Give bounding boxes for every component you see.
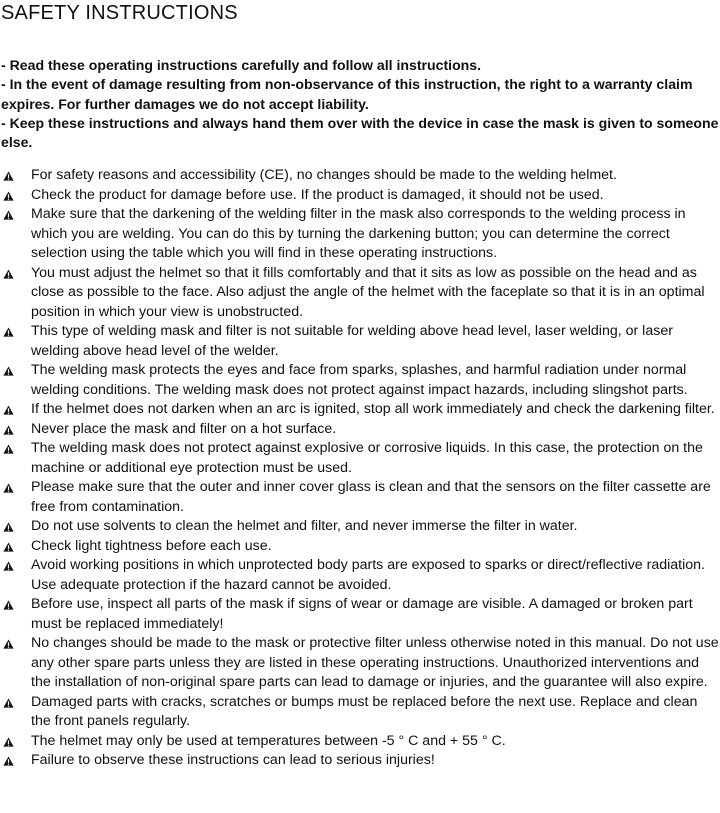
warning-triangle-icon: [3, 366, 14, 376]
safety-instruction-list: [0, 166, 720, 771]
warning-triangle-icon: [3, 542, 14, 552]
instruction-text: Before use, inspect all parts of the mask if signs of wear or damage are visible. A damaged or broken part must be replaced immediately!: [31, 596, 693, 632]
list-item: [0, 322, 720, 361]
list-item: [0, 400, 720, 420]
intro-line: - Keep these instructions and always hand them over with the device in case the mask is given to someone else.: [1, 114, 719, 151]
instruction-text: For safety reasons and accessibility (CE), no changes should be made to the welding helmet.: [31, 167, 617, 183]
instruction-text: Do not use solvents to clean the helmet and filter, and never immerse the filter in water.: [31, 518, 578, 534]
list-item: [0, 166, 720, 186]
instruction-text: Avoid working positions in which unprotected body parts are exposed to sparks or direct/reflective radiation. Use adequate protection if the hazard cannot be avoided.: [31, 557, 706, 593]
warning-triangle-icon: [3, 444, 14, 454]
instruction-text: This type of welding mask and filter is not suitable for welding above head level, laser welding, or laser welding above head level of the welder.: [31, 323, 673, 359]
list-item: [0, 556, 720, 595]
warning-triangle-icon: [3, 698, 14, 708]
intro-line: - Read these operating instructions carefully and follow all instructions.: [1, 57, 482, 73]
warning-triangle-icon: [3, 483, 14, 493]
instruction-text: No changes should be made to the mask or protective filter unless otherwise noted in this manual. Do not use any other spare parts unless they are listed in these operating instructions. Unauthorized interventions and the installation of non-original spare parts can lead to damage or injuries, and the guarantee will also expire.: [31, 635, 719, 690]
instruction-text: Never place the mask and filter on a hot surface.: [31, 420, 337, 437]
warning-triangle-icon: [3, 405, 14, 415]
warning-triangle-icon: [3, 522, 14, 532]
warning-triangle-icon: [3, 171, 14, 181]
warning-triangle-icon: [3, 269, 14, 279]
warning-triangle-icon: [3, 639, 14, 649]
list-item: [0, 478, 720, 517]
warning-triangle-icon: [3, 210, 14, 220]
instruction-text: If the helmet does not darken when an arc is ignited, stop all work immediately and check the darkening filter.: [31, 401, 715, 417]
intro-notes: [1, 56, 719, 152]
warning-triangle-icon: [3, 425, 14, 435]
instruction-text: The helmet may only be used at temperatures between -5 ° C and + 55 ° C.: [31, 732, 506, 749]
list-item: [0, 732, 720, 752]
warning-triangle-icon: [3, 600, 14, 610]
instruction-text: Please make sure that the outer and inner cover glass is clean and that the sensors on the filter cassette are free from contamination.: [31, 479, 711, 515]
list-item: [0, 264, 720, 323]
list-item: [0, 420, 720, 440]
warning-triangle-icon: [3, 327, 14, 337]
instruction-text: Make sure that the darkening of the welding filter in the mask also corresponds to the welding process in which you are welding. You can do this by turning the darkening button; you can determine the correct selection using the table which you will find in these operating instructions.: [31, 206, 686, 261]
list-item: [0, 693, 720, 732]
warning-triangle-icon: [3, 756, 14, 766]
list-item: [0, 634, 720, 693]
warning-triangle-icon: [3, 561, 14, 571]
instruction-text: The welding mask protects the eyes and face from sparks, splashes, and harmful radiation under normal welding conditions. The welding mask does not protect against impact hazards, including slingshot parts.: [31, 362, 688, 398]
instruction-text: Check the product for damage before use. If the product is damaged, it should not be used.: [31, 186, 604, 203]
page-title: SAFETY INSTRUCTIONS: [1, 2, 238, 24]
warning-triangle-icon: [3, 191, 14, 201]
list-item: [0, 205, 720, 264]
instruction-text: Failure to observe these instructions can lead to serious injuries!: [31, 752, 435, 768]
list-item: [0, 751, 720, 771]
instruction-text: Damaged parts with cracks, scratches or bumps must be replaced before the next use. Replace and clean the front panels regularly.: [31, 693, 698, 729]
instruction-text: You must adjust the helmet so that it fills comfortably and that it sits as low as possible on the head and as close as possible to the face. Also adjust the angle of the helmet with the faceplate so that it is in an optimal position in which your view is unobstructed.: [31, 264, 705, 320]
list-item: [0, 439, 720, 478]
list-item: [0, 595, 720, 634]
list-item: [0, 186, 720, 206]
instruction-text: Check light tightness before each use.: [31, 537, 272, 554]
list-item: [0, 537, 720, 557]
list-item: [0, 361, 720, 400]
instruction-text: The welding mask does not protect against explosive or corrosive liquids. In this case, the protection on the machine or additional eye protection must be used.: [31, 440, 703, 476]
warning-triangle-icon: [3, 737, 14, 747]
intro-line: - In the event of damage resulting from non-observance of this instruction, the right to a warranty claim expires. For further damages we do not accept liability.: [1, 76, 693, 112]
list-item: [0, 517, 720, 537]
